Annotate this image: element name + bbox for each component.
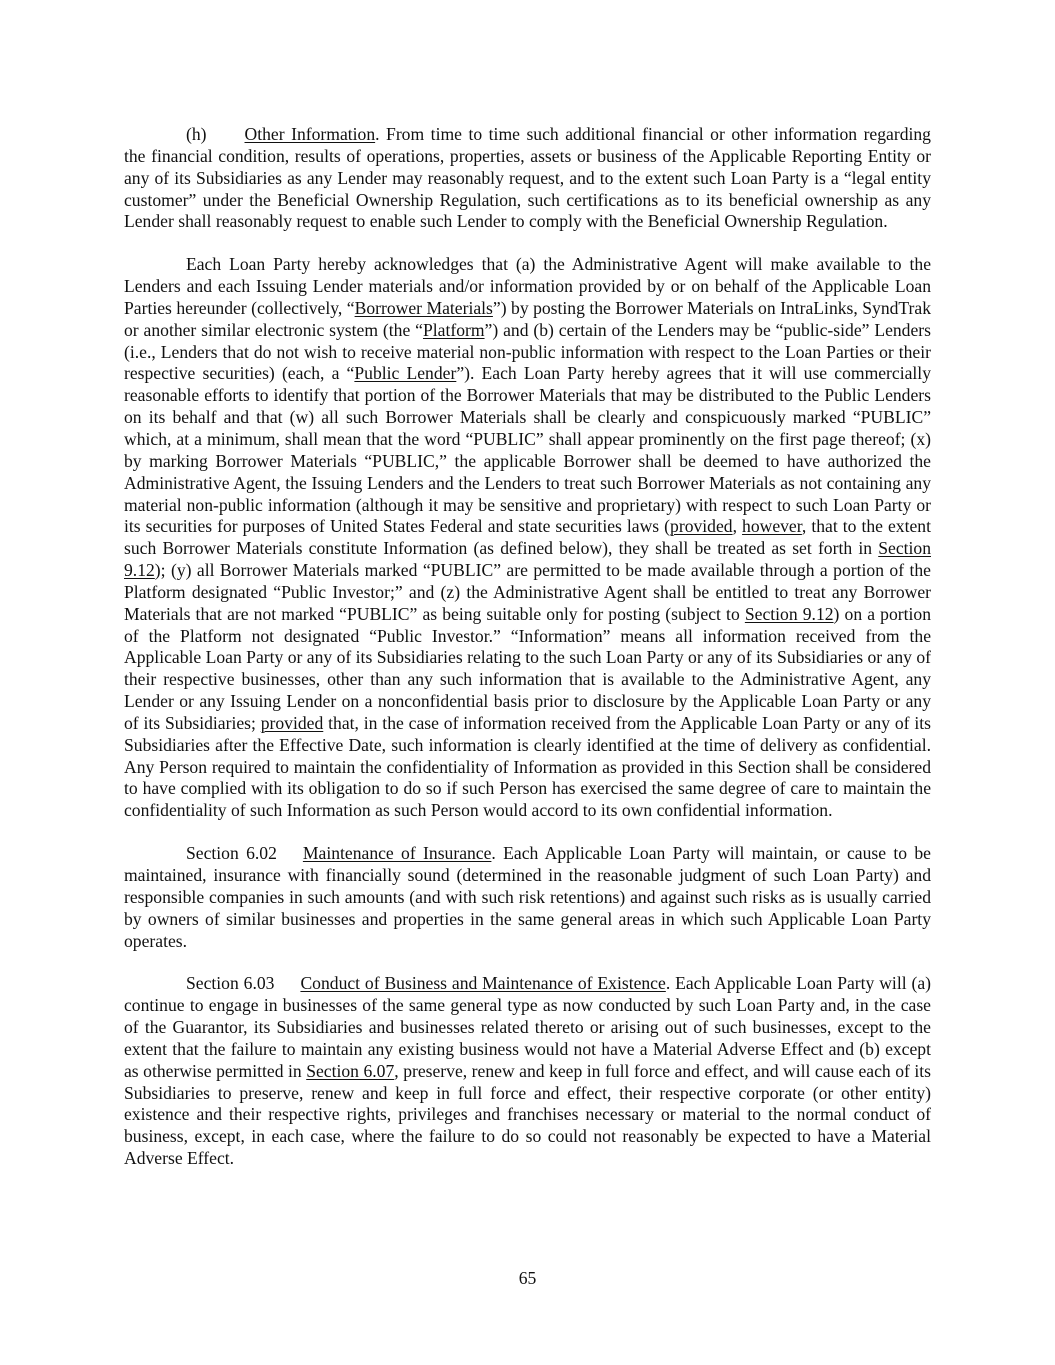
defined-term: Platform: [422, 319, 485, 340]
text-run: , preserve, renew and keep in full force and effect, and will cause each of its Subsidiaries to preserve, renew and keep in full force and effect, their respective corporate (or other entity) existence and their respective rights, privileges and franchises necessary or material to the normal conduct of business, except, in each case, where the failure to do so could not reasonably be expected to have a Material Adverse Effect.: [124, 1060, 931, 1169]
text-run: ”) by posting the Borrower Materials on IntraLinks, SyndTrak or another similar electronic system (the “: [124, 297, 932, 340]
section-reference: Section 9.12: [124, 538, 931, 581]
text-run: , that to the extent such Borrower Materials constitute Information (as defined below), they shall be treated as set forth in: [124, 516, 931, 559]
paragraph-other-information: [124, 124, 931, 233]
section-6-02: [124, 843, 931, 952]
text-run: . Each Applicable Loan Party will (a) continue to engage in businesses of the same general type as now conducted by such Loan Party and, in the case of the Guarantor, its Subsidiaries and businesses related thereto or arising out of such businesses, except to the extent that the failure to maintain any existing business would not have a Material Adverse Effect and (b) except as otherwise permitted in: [124, 973, 931, 1081]
defined-term: Public Lender: [354, 363, 457, 384]
section-reference: Section 9.12: [744, 603, 834, 624]
section-number: Section 6.02: [186, 843, 277, 864]
text-run: ”). Each Loan Party hereby agrees that it will use commercially reasonable efforts to identify that portion of the Borrower Materials that may be distributed to the Public Lenders on its behalf and that (w) all such Borrower Materials shall be clearly and conspicuously marked “PUBLIC” which, at a minimum, shall mean that the word “PUBLIC” shall appear prominently on the first page thereof; (x) by marking Borrower Materials “PUBLIC,” the applicable Borrower shall be deemed to have authorized the Administrative Agent, the Issuing Lenders and the Lenders to treat such Borrower Materials as not containing any material non-public information (although it may be sensitive and proprietary) with respect to such Loan Party or its securities for purposes of United States Federal and state securities laws (: [124, 363, 931, 537]
underlined-term: provided: [670, 516, 733, 537]
section-number: Section 6.03: [186, 973, 275, 994]
defined-term: Borrower Materials: [354, 297, 493, 318]
text-run: ) on a portion of the Platform not designated “Public Investor.” “Information” means all information received from the Applicable Loan Party or any of its Subsidiaries relating to the such Loan Party or any of its Subsidiaries or any of their respective businesses, other than any such information that is available to the Administrative Agent, any Lender or any Issuing Lender on a nonconfidential basis prior to disclosure by the Applicable Loan Party or any of its Subsidiaries;: [124, 603, 931, 733]
clause-heading: Other Information: [244, 124, 376, 144]
page-number: 65: [518, 1268, 537, 1288]
text-run: Each Loan Party hereby acknowledges that (a) the Administrative Agent will make available to the Lenders and each Issuing Lender materials and/or information provided by or on behalf of the Applicable Loan Parties hereunder (collectively, “: [124, 254, 931, 318]
section-heading: Conduct of Business and Maintenance of Existence: [300, 973, 666, 994]
document-page: [124, 124, 931, 1191]
text-run: that, in the case of information received from the Applicable Loan Party or any of its Subsidiaries after the Effective Date, such information is clearly identified at the time of delivery as confidential. Any Person required to maintain the confidentiality of Information as provided in this Section shall be considered to have complied with its obligation to do so if such Person has exercised the same degree of care to maintain the confidentiality of such Information as such Person would accord to its own confidential information.: [124, 712, 931, 821]
section-text: . Each Applicable Loan Party will maintain, or cause to be maintained, insurance with financially sound (determined in the reasonable judgment of such Loan Party) and responsible companies in such amounts (and with such risk retentions) and against such risks as is usually carried by owners of similar businesses and properties in the same general areas in which such Applicable Loan Party operates.: [124, 843, 931, 951]
section-heading: Maintenance of Insurance: [302, 843, 492, 864]
underlined-term: provided: [260, 712, 324, 733]
text-run: ”) and (b) certain of the Lenders may be “public-side” Lenders (i.e., Lenders that do not wish to receive material non-public information with respect to the Loan Parties or their respective securities) (each, a “: [124, 319, 931, 384]
section-reference: Section 6.07: [306, 1060, 395, 1081]
paragraph-borrower-materials: [124, 254, 931, 822]
section-6-03: [124, 973, 931, 1170]
clause-label: (h): [186, 124, 207, 144]
clause-text: . From time to time such additional financial or other information regarding the financial condition, results of operations, properties, assets or business of the Applicable Reporting Entity or any of its Subsidiaries as any Lender may reasonably request, and to the extent such Loan Party is a “legal entity customer” under the Beneficial Ownership Regulation, such certifications as to its beneficial ownership as any Lender shall reasonably request to enable such Lender to comply with the Beneficial Ownership Regulation.: [124, 124, 931, 232]
text-run: ,: [732, 516, 743, 537]
underlined-term: however: [742, 516, 802, 537]
text-run: ); (y) all Borrower Materials marked “PUBLIC” are permitted to be made available through a portion of the Platform designated “Public Investor;” and (z) the Administrative Agent shall be entitled to treat any Borrower Materials that are not marked “PUBLIC” as being suitable only for posting (subject to: [124, 560, 931, 624]
